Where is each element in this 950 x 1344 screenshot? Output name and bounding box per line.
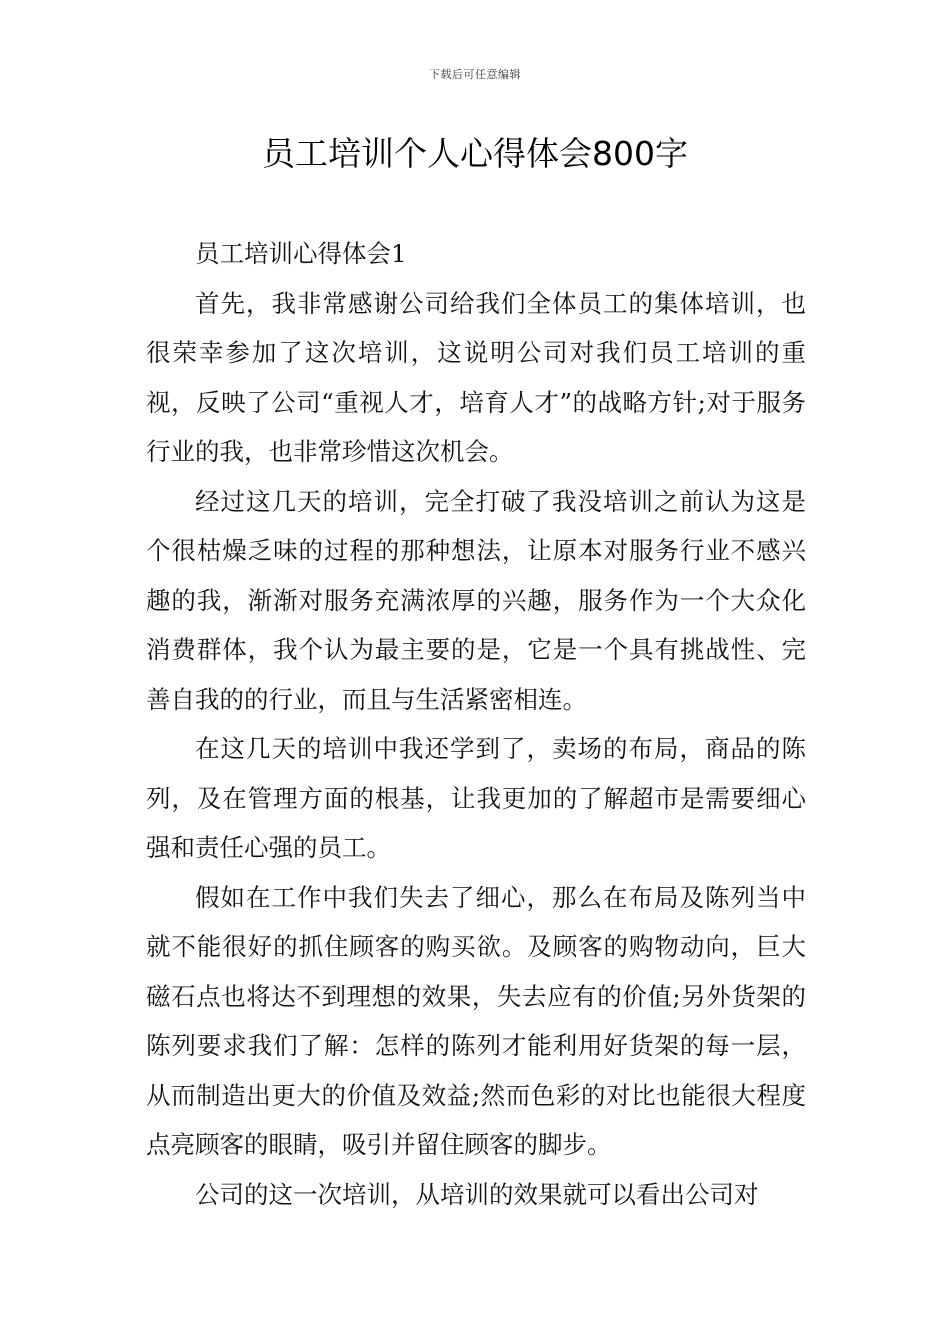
paragraph-4: 假如在工作中我们失去了细心，那么在布局及陈列当中就不能很好的抓住顾客的购买欲。及顾客的购物动向，巨大磁石点也将达不到理想的效果，失去应有的价值;另外货架的陈列要求我们了解：怎样的陈列才能利用好货架的每一层，从而制造出更大的价值及效益;然而色彩的对比也能很大程度点亮顾客的眼睛，吸引并留住顾客的脚步。: [146, 882, 806, 1159]
paragraph-1: 首先，我非常感谢公司给我们全体员工的集体培训，也很荣幸参加了这次培训，这说明公司对我们员工培训的重视，反映了公司“重视人才，培育人才”的战略方针;对于服务行业的我，也非常珍惜这次机会。: [146, 288, 806, 466]
paragraph-5: 公司的这一次培训，从培训的效果就可以看出公司对: [195, 1179, 759, 1209]
paragraph-3: 在这几天的培训中我还学到了，卖场的布局，商品的陈列，及在管理方面的根基，让我更加的了解超市是需要细心强和责任心强的员工。: [146, 734, 806, 862]
paragraph-2: 经过这几天的培训，完全打破了我没培训之前认为这是个很枯燥乏味的过程的那种想法，让原本对服务行业不感兴趣的我，渐渐对服务充满浓厚的兴趣，服务作为一个大众化消费群体，我个认为最主要的是，它是一个具有挑战性、完善自我的的行业，而且与生活紧密相连。: [146, 486, 806, 714]
document-title: 员工培训个人心得体会800字: [262, 134, 688, 173]
section-heading: 员工培训心得体会1: [195, 239, 407, 268]
header-note: 下载后可任意编辑: [429, 68, 521, 81]
document-body: [146, 229, 806, 1219]
